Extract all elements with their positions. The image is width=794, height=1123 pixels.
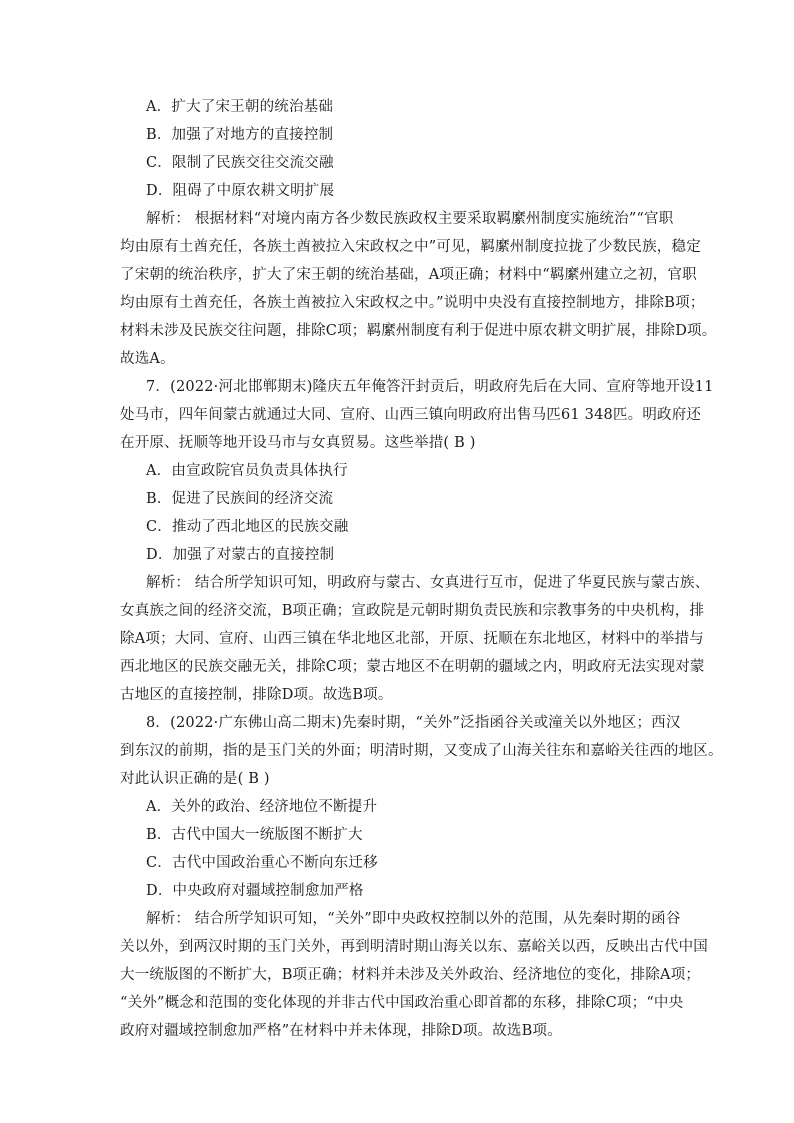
analysis-line: 政府对疆域控制愈加严格”在材料中并未体现，排除D项。故选B项。 <box>120 1023 562 1039</box>
option-b: B．促进了民族间的经济交流 <box>146 491 334 507</box>
analysis-line: 了宋朝的统治秩序，扩大了宋王朝的统治基础，A项正确；材料中“羁縻州建立之初，官职 <box>120 267 697 283</box>
stem-line: 在开原、抚顺等地开设马市与女真贸易。这些举措( B ) <box>120 435 476 451</box>
question-8-analysis <box>120 905 708 1045</box>
option-d: D．中央政府对疆域控制愈加严格 <box>146 883 364 899</box>
question-7-options <box>120 457 680 569</box>
question-7-stem <box>120 373 714 457</box>
option-a: A．扩大了宋王朝的统治基础 <box>146 99 334 115</box>
stem-line: 8．(2022·广东佛山高二期末)先秦时期，“关外”泛指函谷关或潼关以外地区；西汉 <box>146 715 681 731</box>
analysis-line: 材料未涉及民族交往问题，排除C项；羁縻州制度有利于促进中原农耕文明扩展，排除D项。 <box>120 323 717 339</box>
document-page <box>120 93 723 1045</box>
analysis-line: 解析： 结合所学知识可知，“关外”即中央政权控制以外的范围，从先秦时期的函谷 <box>146 911 681 927</box>
question-6-options <box>120 93 680 205</box>
option-c: C．限制了民族交往交流交融 <box>146 155 334 171</box>
stem-line: 处马市，四年间蒙古就通过大同、宣府、山西三镇向明政府出售马匹61 348匹。明政府还 <box>120 407 702 423</box>
analysis-line: 女真族之间的经济交流，B项正确；宣政院是元朝时期负责民族和宗教事务的中央机构，排 <box>120 603 705 619</box>
analysis-line: 解析： 结合所学知识可知，明政府与蒙古、女真进行互市，促进了华夏民族与蒙古族、 <box>146 575 710 591</box>
option-a: A．关外的政治、经济地位不断提升 <box>146 799 378 815</box>
analysis-line: 古地区的直接控制，排除D项。故选B项。 <box>120 687 393 703</box>
stem-line: 7．(2022·河北邯郸期末)隆庆五年俺答汗封贡后，明政府先后在大同、宣府等地开设11 <box>146 379 714 395</box>
option-c: C．推动了西北地区的民族交融 <box>146 519 349 535</box>
analysis-line: 故选A。 <box>120 351 175 367</box>
question-6-analysis <box>120 205 717 373</box>
analysis-line: 均由原有土酋充任，各族土酋被拉入宋政权之中。”说明中央没有直接控制地方，排除B项； <box>120 295 705 311</box>
question-8-options <box>120 793 680 905</box>
option-b: B．古代中国大一统版图不断扩大 <box>146 827 363 843</box>
analysis-line: “关外”概念和范围的变化体现的并非古代中国政治重心即首都的东移，排除C项；“中央 <box>120 995 684 1011</box>
question-7-analysis <box>120 569 710 709</box>
analysis-line: 解析： 根据材料“对境内南方各少数民族政权主要采取羁縻州制度实施统治”“官职 <box>146 211 674 227</box>
option-b: B．加强了对地方的直接控制 <box>146 127 334 143</box>
option-a: A．由宣政院官员负责具体执行 <box>146 463 348 479</box>
analysis-line: 均由原有土酋充任，各族土酋被拉入宋政权之中”可见，羁縻州制度拉拢了少数民族，稳定 <box>120 239 701 255</box>
option-d: D．阻碍了中原农耕文明扩展 <box>146 183 335 199</box>
option-d: D．加强了对蒙古的直接控制 <box>146 547 335 563</box>
question-8-stem <box>120 709 723 793</box>
analysis-line: 大一统版图的不断扩大，B项正确；材料并未涉及关外政治、经济地位的变化，排除A项； <box>120 967 701 983</box>
analysis-line: 西北地区的民族交融无关，排除C项；蒙古地区不在明朝的疆域之内，明政府无法实现对蒙 <box>120 659 705 675</box>
analysis-line: 关以外，到两汉时期的玉门关外，再到明清时期山海关以东、嘉峪关以西，反映出古代中国 <box>120 939 708 955</box>
option-c: C．古代中国政治重心不断向东迁移 <box>146 855 378 871</box>
stem-line: 到东汉的前期，指的是玉门关的外面；明清时期，又变成了山海关往东和嘉峪关往西的地区。 <box>120 743 723 759</box>
analysis-line: 除A项；大同、宣府、山西三镇在华北地区北部，开原、抚顺在东北地区，材料中的举措与 <box>120 631 704 647</box>
stem-line: 对此认识正确的是( B ) <box>120 771 270 787</box>
